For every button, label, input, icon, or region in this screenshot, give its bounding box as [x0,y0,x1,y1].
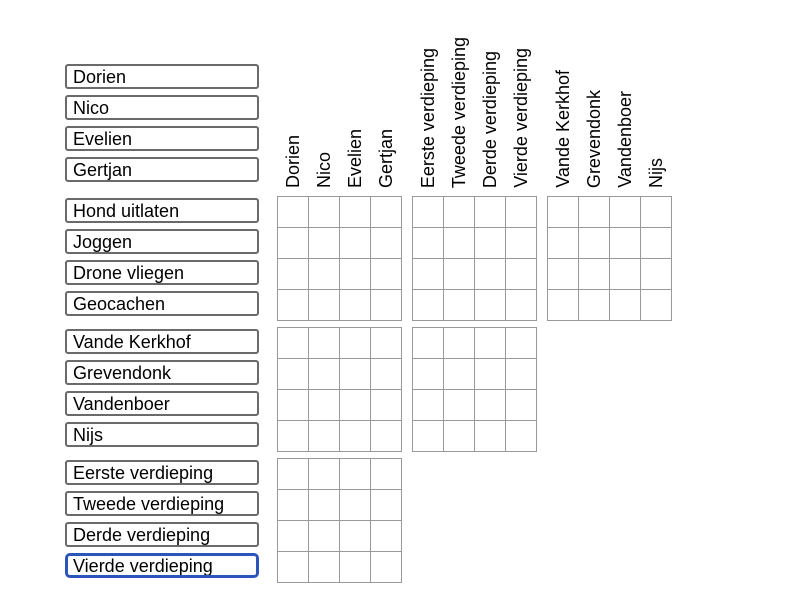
grid-cell[interactable] [309,421,339,451]
grid-cell[interactable] [371,228,401,258]
column-header-names-1 [308,0,339,188]
grid-cell[interactable] [340,421,370,451]
grid-cell[interactable] [506,197,536,227]
grid-cell[interactable] [371,197,401,227]
category-item-input-floors-1[interactable] [65,491,259,516]
grid-cell[interactable] [371,359,401,389]
category-item-input-activities-3[interactable] [65,291,259,316]
grid-cell[interactable] [309,521,339,551]
grid-cell[interactable] [371,490,401,520]
grid-cell[interactable] [413,421,443,451]
category-item-label: Derde verdieping [73,524,211,545]
category-item-input-names-1[interactable] [65,95,259,120]
grid-cell[interactable] [475,259,505,289]
grid-block-activities-x-surnames [547,196,672,321]
grid-cell[interactable] [278,197,308,227]
category-item-input-activities-1[interactable] [65,229,259,254]
grid-cell[interactable] [641,197,671,227]
grid-cell[interactable] [413,328,443,358]
column-header-surnames-0 [547,0,578,188]
grid-cell[interactable] [506,359,536,389]
grid-cell[interactable] [309,197,339,227]
grid-cell[interactable] [413,290,443,320]
column-header-label: Nico [313,151,334,188]
column-header-names-3 [370,0,401,188]
grid-cell[interactable] [641,228,671,258]
grid-cell[interactable] [475,359,505,389]
category-item-label: Gertjan [73,159,133,180]
grid-cell[interactable] [309,459,339,489]
column-header-label: Nijs [645,158,666,188]
grid-cell[interactable] [444,228,474,258]
column-header-surnames-3 [640,0,671,188]
grid-cell[interactable] [610,228,640,258]
category-item-input-surnames-0[interactable] [65,329,259,354]
grid-cell[interactable] [371,328,401,358]
category-item-label: Tweede verdieping [73,493,225,514]
grid-cell[interactable] [371,552,401,582]
grid-cell[interactable] [309,359,339,389]
grid-cell[interactable] [413,359,443,389]
grid-cell[interactable] [548,259,578,289]
grid-cell[interactable] [475,328,505,358]
grid-cell[interactable] [444,259,474,289]
column-header-names-0 [277,0,308,188]
grid-cell[interactable] [371,459,401,489]
column-header-floors-1 [443,0,474,188]
category-item-label: Nico [73,97,110,118]
grid-cell[interactable] [579,228,609,258]
column-header-label: Dorien [282,134,303,188]
grid-cell[interactable] [548,197,578,227]
category-item-label: Vierde verdieping [73,555,213,576]
grid-cell[interactable] [340,197,370,227]
grid-cell[interactable] [309,328,339,358]
grid-cell[interactable] [548,290,578,320]
grid-cell[interactable] [278,359,308,389]
column-header-label: Vandenboer [614,91,635,188]
grid-cell[interactable] [340,259,370,289]
column-header-label: Tweede verdieping [448,36,469,188]
grid-cell[interactable] [475,290,505,320]
grid-cell[interactable] [506,328,536,358]
grid-cell[interactable] [444,359,474,389]
grid-cell[interactable] [340,359,370,389]
grid-cell[interactable] [371,521,401,551]
grid-cell[interactable] [340,490,370,520]
category-item-label: Vande Kerkhof [73,331,191,352]
grid-cell[interactable] [340,521,370,551]
grid-cell[interactable] [579,259,609,289]
grid-cell[interactable] [340,390,370,420]
grid-cell[interactable] [641,259,671,289]
column-header-floors-3 [505,0,536,188]
category-item-input-names-3[interactable] [65,157,259,182]
category-item-input-floors-3[interactable] [65,553,259,578]
column-header-names-2 [339,0,370,188]
category-item-label: Evelien [73,128,133,149]
column-header-label: Gertjan [375,128,396,188]
grid-cell[interactable] [309,228,339,258]
grid-cell[interactable] [371,290,401,320]
grid-cell[interactable] [309,490,339,520]
grid-block-floors-x-names [277,458,402,583]
grid-cell[interactable] [444,328,474,358]
grid-cell[interactable] [548,228,578,258]
column-header-label: Derde verdieping [479,50,500,188]
grid-cell[interactable] [444,390,474,420]
category-item-input-floors-2[interactable] [65,522,259,547]
grid-cell[interactable] [278,459,308,489]
grid-cell[interactable] [413,390,443,420]
column-header-floors-0 [412,0,443,188]
column-header-surnames-2 [609,0,640,188]
grid-cell[interactable] [340,459,370,489]
category-item-input-names-2[interactable] [65,126,259,151]
category-item-label: Drone vliegen [73,262,185,283]
category-item-label: Grevendonk [73,362,172,383]
category-item-input-activities-0[interactable] [65,198,259,223]
category-item-label: Hond uitlaten [73,200,180,221]
grid-block-surnames-x-names [277,327,402,452]
grid-cell[interactable] [610,197,640,227]
column-header-label: Vande Kerkhof [552,70,573,188]
category-item-input-surnames-2[interactable] [65,391,259,416]
grid-cell[interactable] [475,197,505,227]
category-item-input-names-0[interactable] [65,64,259,89]
grid-cell[interactable] [340,228,370,258]
grid-cell[interactable] [413,197,443,227]
grid-cell[interactable] [610,259,640,289]
column-header-label: Evelien [344,128,365,188]
grid-cell[interactable] [444,290,474,320]
grid-cell[interactable] [278,228,308,258]
column-header-label: Vierde verdieping [510,48,531,188]
category-item-input-activities-2[interactable] [65,260,259,285]
grid-cell[interactable] [309,290,339,320]
category-item-input-surnames-1[interactable] [65,360,259,385]
category-item-label: Eerste verdieping [73,462,214,483]
grid-cell[interactable] [371,421,401,451]
grid-cell[interactable] [579,290,609,320]
grid-cell[interactable] [340,328,370,358]
grid-cell[interactable] [506,390,536,420]
grid-cell[interactable] [506,259,536,289]
grid-cell[interactable] [506,228,536,258]
column-header-label: Grevendonk [583,89,604,188]
grid-cell[interactable] [475,390,505,420]
grid-cell[interactable] [444,421,474,451]
grid-cell[interactable] [475,228,505,258]
grid-cell[interactable] [413,228,443,258]
grid-cell[interactable] [278,552,308,582]
grid-cell[interactable] [506,421,536,451]
grid-cell[interactable] [278,421,308,451]
grid-cell[interactable] [641,290,671,320]
column-header-floors-2 [474,0,505,188]
grid-cell[interactable] [444,197,474,227]
grid-cell[interactable] [475,421,505,451]
grid-cell[interactable] [309,259,339,289]
grid-block-activities-x-floors [412,196,537,321]
grid-cell[interactable] [413,259,443,289]
grid-cell[interactable] [278,328,308,358]
grid-cell[interactable] [278,390,308,420]
grid-cell[interactable] [506,290,536,320]
category-item-label: Joggen [73,231,133,252]
grid-cell[interactable] [309,390,339,420]
grid-cell[interactable] [278,490,308,520]
category-item-label: Geocachen [73,293,166,314]
grid-cell[interactable] [340,552,370,582]
grid-cell[interactable] [371,259,401,289]
grid-cell[interactable] [579,197,609,227]
grid-cell[interactable] [371,390,401,420]
grid-cell[interactable] [278,290,308,320]
category-item-label: Vandenboer [73,393,170,414]
column-header-label: Eerste verdieping [417,47,438,188]
category-item-label: Nijs [73,424,103,445]
grid-block-activities-x-names [277,196,402,321]
category-item-input-floors-0[interactable] [65,460,259,485]
grid-block-surnames-x-floors [412,327,537,452]
grid-cell[interactable] [309,552,339,582]
column-header-surnames-1 [578,0,609,188]
category-item-label: Dorien [73,66,127,87]
grid-cell[interactable] [610,290,640,320]
grid-cell[interactable] [340,290,370,320]
grid-cell[interactable] [278,521,308,551]
grid-cell[interactable] [278,259,308,289]
category-item-input-surnames-3[interactable] [65,422,259,447]
